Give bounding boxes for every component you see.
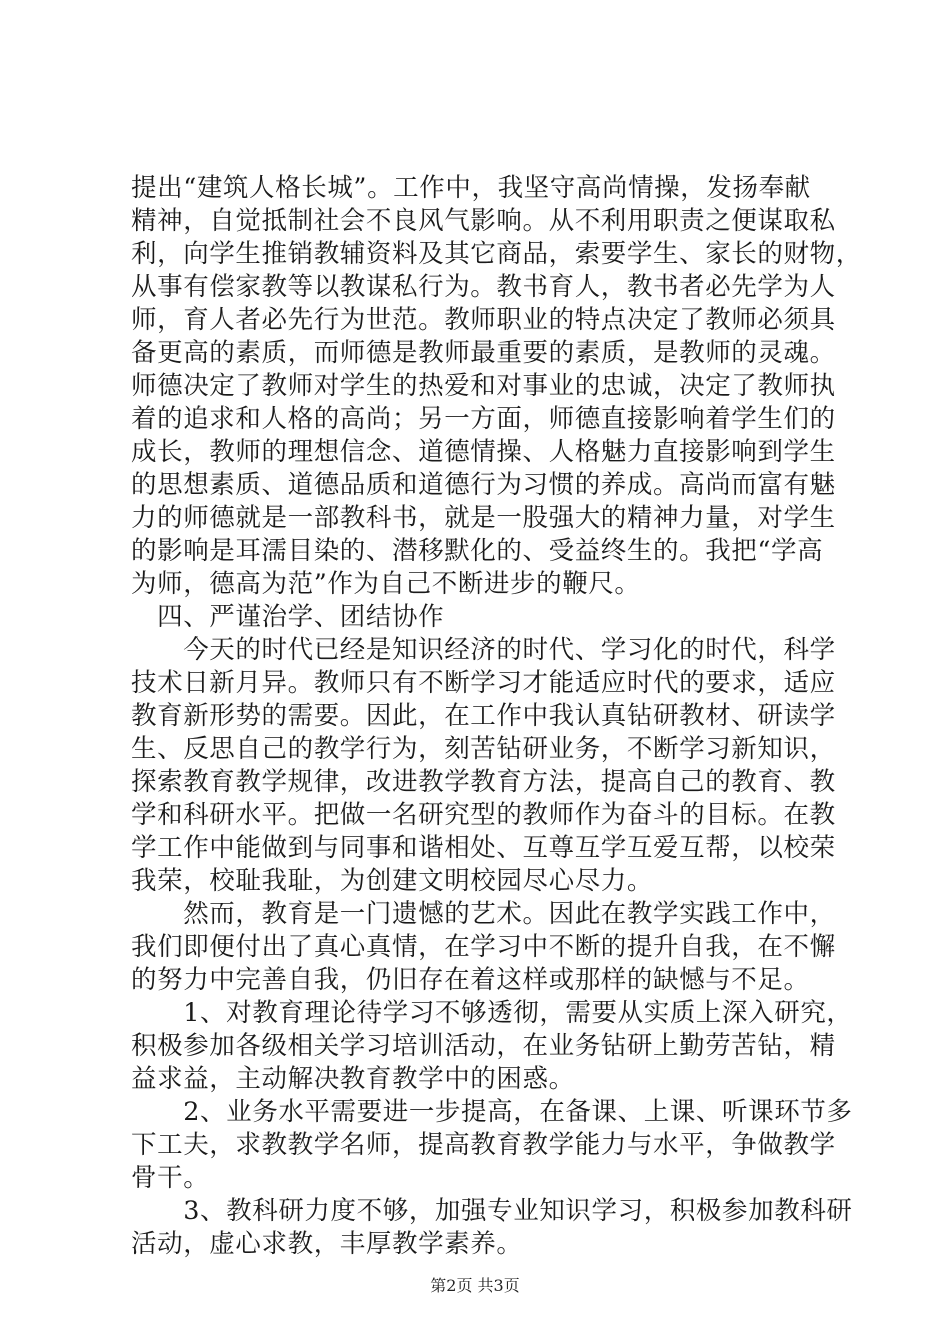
text-line: 教育新形势的需要。因此，在工作中我认真钻研教材、研读学 <box>131 701 836 731</box>
text-line: 学和科研水平。把做一名研究型的教师作为奋斗的目标。在教 <box>131 800 836 830</box>
text-line: 着的追求和人格的高尚；另一方面，师德直接影响着学生们的 <box>131 404 836 434</box>
text-line: 为师，德高为范”作为自己不断进步的鞭尺。 <box>131 569 641 599</box>
text-line: 备更高的素质，而师德是教师最重要的素质，是教师的灵魂。 <box>131 338 836 368</box>
list-item-line: 积极参加各级相关学习培训活动，在业务钻研上勤劳苦钻，精 <box>131 1031 836 1061</box>
text-line: 提出“建筑人格长城”。工作中，我坚守高尚情操，发扬奉献 <box>131 173 811 203</box>
page-number-footer: 第2页 共3页 <box>430 1276 520 1295</box>
text-line: 从事有偿家教等以教谋私行为。教书育人，教书者必先学为人 <box>131 272 836 302</box>
text-line: 的努力中完善自我，仍旧存在着这样或那样的缺憾与不足。 <box>131 965 810 995</box>
text-line: 成长，教师的理想信念、道德情操、人格魅力直接影响到学生 <box>131 437 836 467</box>
list-item-line: 下工夫，求教教学名师，提高教育教学能力与水平，争做教学 <box>131 1130 836 1160</box>
list-item-line: 1、对教育理论待学习不够透彻，需要从实质上深入研究， <box>131 998 853 1028</box>
list-item-line: 3、教科研力度不够，加强专业知识学习，积极参加教科研 <box>131 1196 853 1226</box>
text-line: 师德决定了教师对学生的热爱和对事业的忠诚，决定了教师执 <box>131 371 836 401</box>
text-line: 我们即便付出了真心真情，在学习中不断的提升自我，在不懈 <box>131 932 836 962</box>
section-heading: 四、严谨治学、团结协作 <box>131 602 445 632</box>
list-item-line: 2、业务水平需要进一步提高，在备课、上课、听课环节多 <box>131 1097 853 1127</box>
text-line: 的思想素质、道德品质和道德行为习惯的养成。高尚而富有魅 <box>131 470 836 500</box>
text-line: 我荣，校耻我耻，为创建文明校园尽心尽力。 <box>131 866 654 896</box>
text-line: 利，向学生推销教辅资料及其它商品，索要学生、家长的财物， <box>131 239 862 269</box>
text-line: 力的师德就是一部教科书，就是一股强大的精神力量，对学生 <box>131 503 836 533</box>
list-item-line: 活动，虚心求教，丰厚教学素养。 <box>131 1229 523 1259</box>
text-line: 技术日新月异。教师只有不断学习才能适应时代的要求，适应 <box>131 668 836 698</box>
text-line: 精神，自觉抵制社会不良风气影响。从不利用职责之便谋取私 <box>131 206 836 236</box>
list-item-line: 骨干。 <box>131 1163 210 1193</box>
text-line: 探索教育教学规律，改进教学教育方法，提高自己的教育、教 <box>131 767 836 797</box>
text-line: 生、反思自己的教学行为，刻苦钻研业务，不断学习新知识， <box>131 734 836 764</box>
text-line: 然而，教育是一门遗憾的艺术。因此在教学实践工作中， <box>131 899 836 929</box>
text-line: 师，育人者必先行为世范。教师职业的特点决定了教师必须具 <box>131 305 836 335</box>
list-item-line: 益求益，主动解决教育教学中的困惑。 <box>131 1064 575 1094</box>
text-line: 的影响是耳濡目染的、潜移默化的、受益终生的。我把“学高 <box>131 536 824 566</box>
text-line: 今天的时代已经是知识经济的时代、学习化的时代，科学 <box>131 635 836 665</box>
text-line: 学工作中能做到与同事和谐相处、互尊互学互爱互帮，以校荣 <box>131 833 836 863</box>
